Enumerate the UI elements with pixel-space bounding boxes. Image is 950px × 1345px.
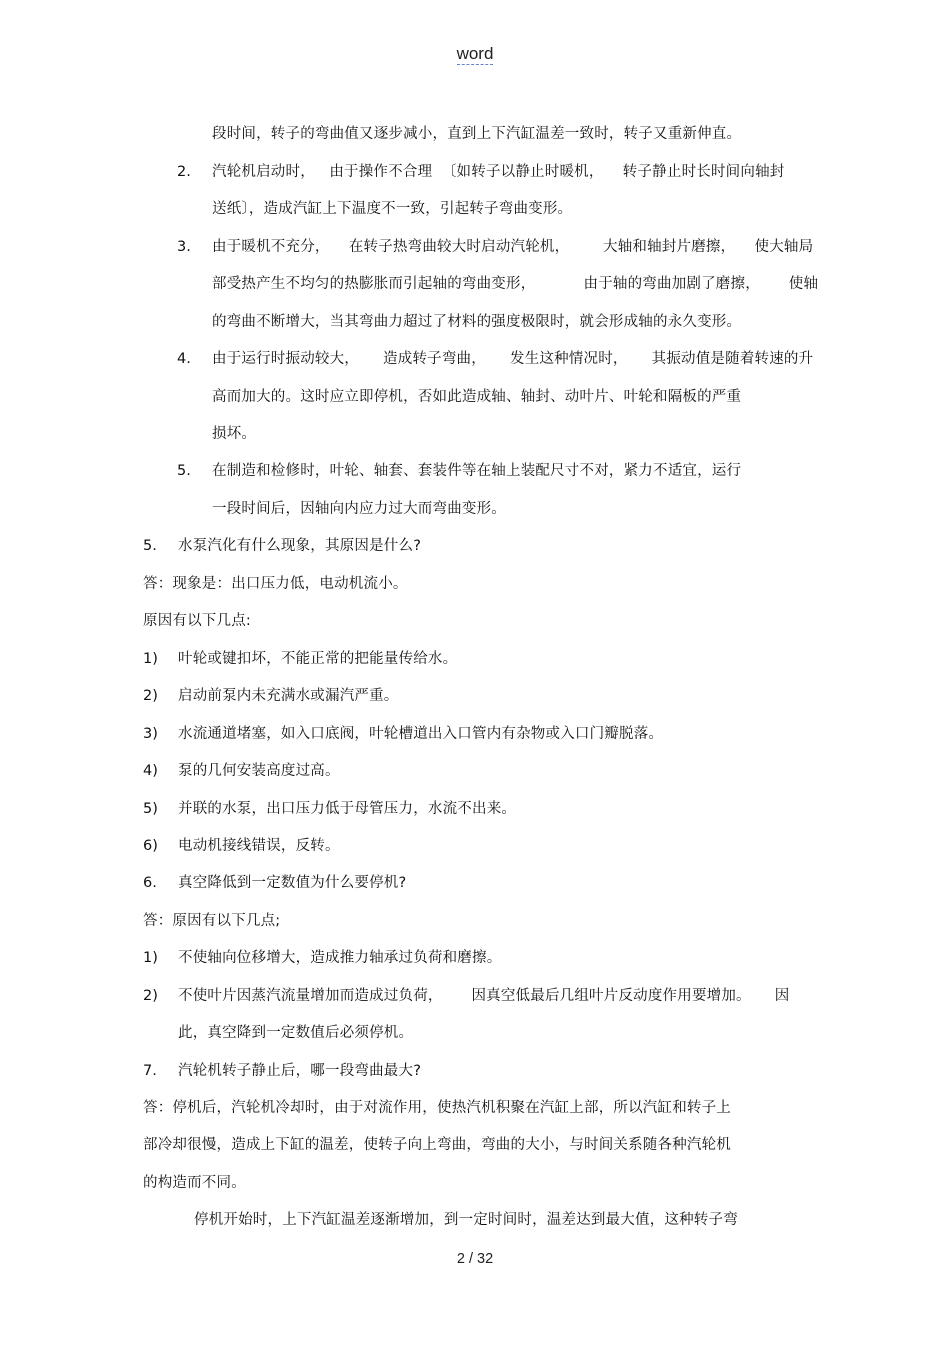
list-number: 3) <box>143 726 158 742</box>
question-text: 水泵汽化有什么现象，其原因是什么? <box>178 538 422 554</box>
paragraph-line: 高而加大的。这时应立即停机，否如此造成轴、轴封、动叶片、叶轮和隔板的严重 <box>212 389 742 405</box>
paragraph-line: 送纸〕，造成汽缸上下温度不一致，引起转子弯曲变形。 <box>212 201 573 217</box>
list-item-text: 泵的几何安装高度过高。 <box>178 763 340 779</box>
list-item-text: 电动机接线错误，反转。 <box>178 838 340 854</box>
header-title: word <box>456 44 494 63</box>
page-number: 2 / 32 <box>456 1251 494 1267</box>
paragraph-line: 停机开始时，上下汽缸温差逐渐增加，到一定时间时，温差达到最大值，这种转子弯 <box>194 1212 738 1228</box>
answer-line: 答：停机后，汽轮机冷却时，由于对流作用，使热汽机积聚在汽缸上部，所以汽缸和转子上 <box>143 1100 731 1116</box>
question-number: 7. <box>143 1063 157 1079</box>
list-number: 4. <box>177 351 191 367</box>
paragraph-line: 损坏。 <box>212 426 257 442</box>
paragraph-line: 原因有以下几点: <box>143 613 251 629</box>
list-number: 2) <box>143 688 158 704</box>
paragraph-line: 部受热产生不均匀的热膨胀而引起轴的弯曲变形， 由于轴的弯曲加剧了磨擦， 使轴 <box>212 276 819 292</box>
answer-line: 答：现象是：出口压力低，电动机流小。 <box>143 576 408 592</box>
answer-line: 答：原因有以下几点; <box>143 913 281 929</box>
list-item-text: 由于暖机不充分， 在转子热弯曲较大时启动汽轮机， 大轴和轴封片磨擦， 使大轴局 <box>212 239 814 255</box>
question-number: 5. <box>143 538 157 554</box>
list-number: 2) <box>143 988 158 1004</box>
list-item-text: 在制造和检修时，叶轮、轴套、套装件等在轴上装配尺寸不对，紧力不适宜，运行 <box>212 463 742 479</box>
list-number: 5. <box>177 463 191 479</box>
list-number: 1) <box>143 950 158 966</box>
list-item-text: 水流通道堵塞，如入口底阀，叶轮槽道出入口管内有杂物或入口门瓣脱落。 <box>178 726 664 742</box>
list-number: 1) <box>143 651 158 667</box>
list-number: 6) <box>143 838 158 854</box>
list-item-text: 由于运行时振动较大， 造成转子弯曲， 发生这种情况时， 其振动值是随着转速的升 <box>212 351 814 367</box>
paragraph-line: 的构造而不同。 <box>143 1175 246 1191</box>
question-number: 6. <box>143 875 157 891</box>
list-item-text: 启动前泵内未充满水或漏汽严重。 <box>178 688 399 704</box>
paragraph-line: 此，真空降到一定数值后必须停机。 <box>178 1025 414 1041</box>
list-number: 5) <box>143 801 158 817</box>
question-text: 汽轮机转子静止后，哪一段弯曲最大? <box>178 1063 422 1079</box>
paragraph-line: 段时间，转子的弯曲值又逐步减小，直到上下汽缸温差一致时，转子又重新伸直。 <box>212 126 742 142</box>
list-number: 3. <box>177 239 191 255</box>
list-item-text: 不使叶片因蒸汽流量增加而造成过负荷， 因真空低最后几组叶片反动度作用要增加。 因 <box>178 988 790 1004</box>
paragraph-line: 的弯曲不断增大，当其弯曲力超过了材料的强度极限时，就会形成轴的永久变形。 <box>212 314 742 330</box>
list-number: 2. <box>177 164 191 180</box>
list-item-text: 并联的水泵，出口压力低于母管压力，水流不出来。 <box>178 801 517 817</box>
page-header <box>0 44 950 64</box>
list-number: 4) <box>143 763 158 779</box>
list-item-text: 叶轮或键扣坏，不能正常的把能量传给水。 <box>178 651 458 667</box>
paragraph-line: 一段时间后，因轴向内应力过大而弯曲变形。 <box>212 501 506 517</box>
list-item-text: 汽轮机启动时， 由于操作不合理 〔如转子以静止时暖机， 转子静止时长时间向轴封 <box>212 164 785 180</box>
list-item-text: 不使轴向位移增大，造成推力轴承过负荷和磨擦。 <box>178 950 502 966</box>
question-text: 真空降低到一定数值为什么要停机? <box>178 875 407 891</box>
paragraph-line: 部冷却很慢，造成上下缸的温差，使转子向上弯曲，弯曲的大小，与时间关系随各种汽轮机 <box>143 1137 731 1153</box>
